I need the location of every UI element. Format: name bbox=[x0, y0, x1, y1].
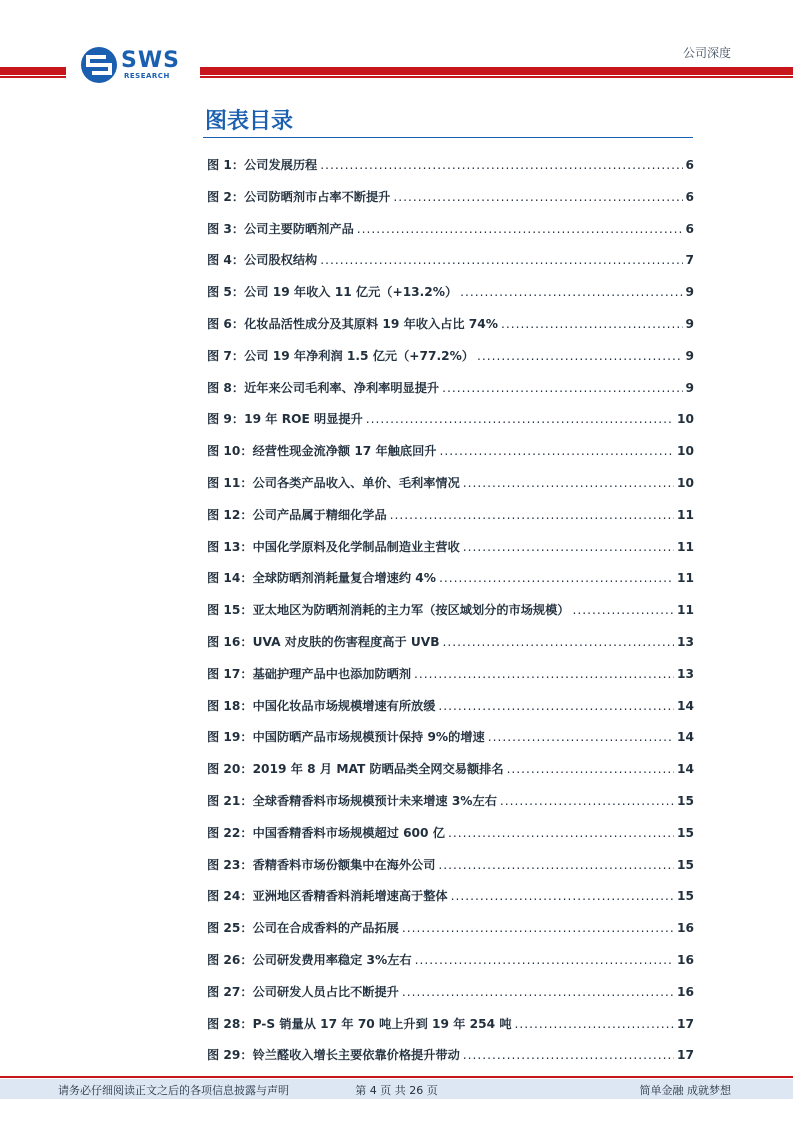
toc-entry-label[interactable]: 图 19：中国防晒产品市场规模预计保持 9%的增速 bbox=[207, 730, 485, 745]
toc-leader bbox=[501, 309, 683, 341]
toc-entry-page[interactable]: 11 bbox=[677, 539, 694, 554]
toc-leader bbox=[439, 563, 674, 595]
toc-entry-label[interactable]: 图 15：亚太地区为防晒剂消耗的主力军（按区域划分的市场规模） bbox=[207, 603, 570, 618]
toc-entry-page[interactable]: 16 bbox=[677, 984, 694, 999]
toc-leader bbox=[439, 436, 674, 468]
toc-entry-label[interactable]: 图 23：香精香料市场份额集中在海外公司 bbox=[207, 857, 436, 872]
footer-slogan: 简单金融 成就梦想 bbox=[639, 1084, 731, 1097]
page-title: 图表目录 bbox=[205, 109, 294, 134]
toc-entry-label[interactable]: 图 2：公司防晒剂市占率不断提升 bbox=[207, 189, 391, 204]
toc-entry-label[interactable]: 图 20：2019 年 8 月 MAT 防晒品类全网交易额排名 bbox=[207, 762, 504, 777]
toc-entry-label[interactable]: 图 8：近年来公司毛利率、净利率明显提升 bbox=[207, 380, 440, 395]
toc-entry[interactable] bbox=[207, 754, 694, 786]
toc-entry-label[interactable]: 图 27：公司研发人员占比不断提升 bbox=[207, 984, 399, 999]
toc-entry-page[interactable]: 15 bbox=[677, 825, 694, 840]
toc-entry[interactable] bbox=[207, 532, 694, 564]
footer-disclaimer: 请务必仔细阅读正文之后的各项信息披露与声明 bbox=[58, 1084, 289, 1097]
toc-entry-page[interactable]: 13 bbox=[677, 634, 694, 649]
logo-mark-icon bbox=[80, 46, 118, 84]
toc-entry[interactable] bbox=[207, 850, 694, 882]
toc-leader bbox=[448, 818, 674, 850]
toc-leader bbox=[500, 786, 674, 818]
toc-entry-page[interactable]: 11 bbox=[677, 603, 694, 618]
toc-entry-page[interactable]: 16 bbox=[677, 921, 694, 936]
toc-entry-page[interactable]: 10 bbox=[677, 412, 694, 427]
toc-leader bbox=[463, 468, 674, 500]
toc-entry[interactable] bbox=[207, 245, 694, 277]
toc-leader bbox=[488, 722, 674, 754]
toc-leader bbox=[460, 277, 682, 309]
toc-entry-page[interactable]: 11 bbox=[677, 507, 694, 522]
toc-entry[interactable] bbox=[207, 404, 694, 436]
toc-entry-page[interactable]: 10 bbox=[677, 475, 694, 490]
toc-entry-page[interactable]: 13 bbox=[677, 666, 694, 681]
toc-leader bbox=[415, 945, 674, 977]
toc-entry[interactable] bbox=[207, 691, 694, 723]
toc-entry-label[interactable]: 图 18：中国化妆品市场规模增速有所放缓 bbox=[207, 698, 436, 713]
toc-entry-page[interactable]: 17 bbox=[677, 1048, 694, 1063]
toc-entry-label[interactable]: 图 14：全球防晒剂消耗量复合增速约 4% bbox=[207, 571, 436, 586]
toc-entry[interactable] bbox=[207, 468, 694, 500]
toc-entry-page[interactable]: 9 bbox=[685, 316, 694, 331]
footer-page-info: 第 4 页 共 26 页 bbox=[355, 1084, 438, 1097]
toc-entry-label[interactable]: 图 13：中国化学原料及化学制品制造业主营收 bbox=[207, 539, 460, 554]
toc-leader bbox=[515, 1009, 675, 1041]
toc-leader bbox=[393, 182, 682, 214]
toc-entry-label[interactable]: 图 12：公司产品属于精细化学品 bbox=[207, 507, 387, 522]
toc-entry-label[interactable]: 图 24：亚洲地区香精香料消耗增速高于整体 bbox=[207, 889, 448, 904]
toc-leader bbox=[463, 532, 674, 564]
toc-entry[interactable] bbox=[207, 659, 694, 691]
toc-entry[interactable] bbox=[207, 500, 694, 532]
toc-leader bbox=[366, 404, 674, 436]
toc-leader bbox=[402, 977, 674, 1009]
toc-entry-page[interactable]: 10 bbox=[677, 444, 694, 459]
toc-entry-page[interactable]: 9 bbox=[685, 285, 694, 300]
toc-entry-label[interactable]: 图 6：化妆品活性成分及其原料 19 年收入占比 74% bbox=[207, 316, 498, 331]
footer-divider bbox=[0, 1076, 793, 1078]
toc-entry-label[interactable]: 图 7：公司 19 年净利润 1.5 亿元（+77.2%） bbox=[207, 348, 474, 363]
toc-entry[interactable] bbox=[207, 913, 694, 945]
toc-entry-page[interactable]: 9 bbox=[685, 348, 694, 363]
title-divider bbox=[203, 137, 693, 138]
company-logo bbox=[80, 46, 190, 86]
toc-entry-label[interactable]: 图 21：全球香精香料市场规模预计未来增速 3%左右 bbox=[207, 793, 497, 808]
toc-entry-page[interactable]: 14 bbox=[677, 698, 694, 713]
toc-leader bbox=[463, 1040, 674, 1072]
toc-entry[interactable] bbox=[207, 1009, 694, 1041]
toc-entry-page[interactable]: 14 bbox=[677, 762, 694, 777]
header-accent-bar-left bbox=[0, 67, 66, 75]
toc-entry[interactable] bbox=[207, 945, 694, 977]
toc-leader bbox=[320, 245, 682, 277]
toc-entry-label[interactable]: 图 10：经营性现金流净额 17 年触底回升 bbox=[207, 444, 437, 459]
toc-leader bbox=[438, 850, 674, 882]
toc-leader bbox=[320, 150, 682, 182]
toc-leader bbox=[442, 373, 682, 405]
toc-entry[interactable] bbox=[207, 309, 694, 341]
logo-text: SWS bbox=[121, 48, 180, 73]
toc-entry-page[interactable]: 6 bbox=[685, 189, 694, 204]
figure-list bbox=[207, 150, 694, 1072]
toc-entry-page[interactable]: 7 bbox=[685, 253, 694, 268]
toc-entry-label[interactable]: 图 29：铃兰醛收入增长主要依靠价格提升带动 bbox=[207, 1048, 460, 1063]
toc-entry[interactable] bbox=[207, 563, 694, 595]
toc-entry-page[interactable]: 15 bbox=[677, 857, 694, 872]
toc-entry[interactable] bbox=[207, 627, 694, 659]
toc-leader bbox=[443, 627, 675, 659]
toc-entry-page[interactable]: 15 bbox=[677, 793, 694, 808]
toc-entry-page[interactable]: 9 bbox=[685, 380, 694, 395]
toc-leader bbox=[477, 341, 683, 373]
toc-leader bbox=[572, 595, 674, 627]
toc-entry-page[interactable]: 11 bbox=[677, 571, 694, 586]
toc-entry-label[interactable]: 图 11：公司各类产品收入、单价、毛利率情况 bbox=[207, 475, 460, 490]
toc-entry-label[interactable]: 图 26：公司研发费用率稳定 3%左右 bbox=[207, 952, 412, 967]
toc-entry-label[interactable]: 图 3：公司主要防晒剂产品 bbox=[207, 221, 354, 236]
toc-entry-page[interactable]: 14 bbox=[677, 730, 694, 745]
toc-entry[interactable] bbox=[207, 786, 694, 818]
toc-leader bbox=[414, 659, 674, 691]
toc-leader bbox=[451, 881, 674, 913]
toc-entry-page[interactable]: 16 bbox=[677, 952, 694, 967]
toc-entry-page[interactable]: 6 bbox=[685, 158, 694, 172]
toc-entry[interactable] bbox=[207, 595, 694, 627]
toc-entry[interactable] bbox=[207, 182, 694, 214]
toc-leader bbox=[390, 500, 674, 532]
toc-entry-label[interactable]: 图 28：P-S 销量从 17 年 70 吨上升到 19 年 254 吨 bbox=[207, 1016, 512, 1031]
toc-entry[interactable] bbox=[207, 818, 694, 850]
toc-entry-label[interactable]: 图 16：UVA 对皮肤的伤害程度高于 UVB bbox=[207, 634, 440, 649]
toc-entry[interactable] bbox=[207, 341, 694, 373]
toc-entry-page[interactable]: 17 bbox=[677, 1016, 694, 1031]
toc-entry[interactable] bbox=[207, 214, 694, 246]
report-type: 公司深度 bbox=[682, 46, 731, 60]
toc-entry-label[interactable]: 图 25：公司在合成香料的产品拓展 bbox=[207, 921, 399, 936]
toc-leader bbox=[402, 913, 674, 945]
toc-entry[interactable] bbox=[207, 373, 694, 405]
logo-subtext: RESEARCH bbox=[124, 72, 170, 80]
toc-entry-label[interactable]: 图 17：基础护理产品中也添加防晒剂 bbox=[207, 666, 412, 681]
toc-leader bbox=[357, 214, 683, 246]
toc-entry-label[interactable]: 图 5：公司 19 年收入 11 亿元（+13.2%） bbox=[207, 285, 458, 300]
toc-entry[interactable] bbox=[207, 977, 694, 1009]
toc-entry[interactable] bbox=[207, 277, 694, 309]
toc-entry-label[interactable]: 图 22：中国香精香料市场规模超过 600 亿 bbox=[207, 825, 445, 840]
toc-entry[interactable] bbox=[207, 722, 694, 754]
toc-entry[interactable] bbox=[207, 881, 694, 913]
toc-entry-label[interactable]: 图 4：公司股权结构 bbox=[207, 253, 318, 268]
toc-leader bbox=[507, 754, 674, 786]
toc-entry-page[interactable]: 15 bbox=[677, 889, 694, 904]
toc-entry[interactable] bbox=[207, 1040, 694, 1072]
toc-entry-page[interactable]: 6 bbox=[685, 221, 694, 236]
toc-entry-label[interactable]: 图 9：19 年 ROE 明显提升 bbox=[207, 412, 363, 427]
toc-entry[interactable] bbox=[207, 436, 694, 468]
toc-entry[interactable] bbox=[207, 150, 694, 182]
toc-entry-label[interactable]: 图 1：公司发展历程 bbox=[207, 158, 318, 172]
toc-leader bbox=[438, 691, 674, 723]
header-accent-bar-right bbox=[200, 67, 793, 75]
